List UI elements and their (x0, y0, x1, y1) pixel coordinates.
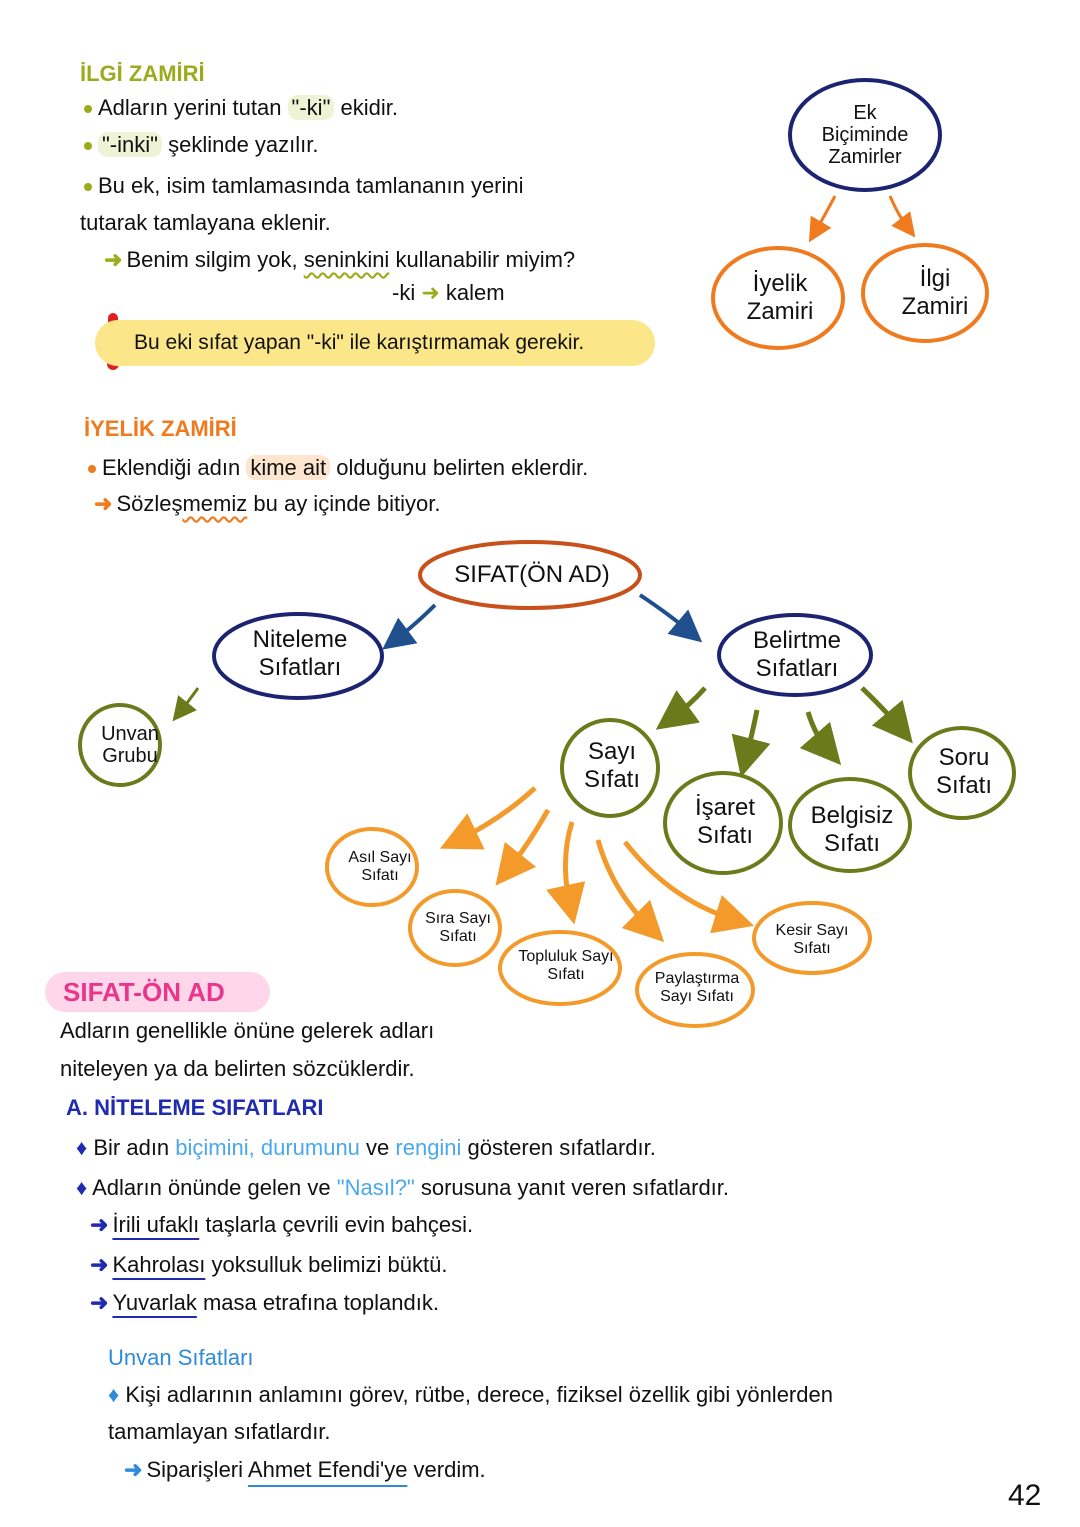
highlight-text: biçimini, durumunu (175, 1135, 360, 1160)
bullet-icon: ♦ (76, 1135, 94, 1160)
sira-label: Sıra Sayı Sıfatı (425, 910, 491, 945)
text: Eklendiği adın (102, 455, 247, 480)
isaret-label: İşaret Sıfatı (694, 794, 756, 849)
sifat-def-line2: niteleyen ya da belirten sözcüklerdir. (60, 1056, 415, 1081)
underlined-word: memiz (182, 491, 248, 516)
sifat-root-label: SIFAT(ÖN AD) (454, 561, 610, 588)
iyelik-example (94, 490, 441, 518)
unvan-bullet (108, 1381, 833, 1409)
text: Adların önünde gelen ve (92, 1175, 337, 1200)
text: Kişi adlarının anlamını görev, rütbe, derece, fiziksel özellik gibi yönlerden (125, 1382, 833, 1407)
text: ekidir. (334, 95, 398, 120)
arrow-right-icon: ➜ (90, 1290, 109, 1315)
ilgi-bullet-2 (84, 131, 318, 159)
bullet-icon: ♦ (76, 1175, 93, 1200)
unvan-heading: Unvan Sıfatları (108, 1345, 254, 1370)
text: bu ay içinde bitiyor. (247, 491, 441, 516)
asil-label: Asıl Sayı Sıfatı (348, 849, 412, 884)
text: verdim. (407, 1457, 486, 1482)
niteleme-bullet-1 (76, 1134, 656, 1162)
niteleme-heading: A. NİTELEME SIFATLARI (66, 1095, 324, 1120)
text: -ki (392, 280, 416, 305)
underlined-word: İrili ufaklı (112, 1212, 200, 1237)
ilgi-bullet-3 (84, 172, 524, 200)
arrow (746, 710, 757, 758)
ilgi-bullet-1 (84, 94, 398, 122)
sifat-def-line1: Adların genellikle önüne gelerek adları (60, 1018, 435, 1043)
arrow (598, 840, 650, 928)
arrow (508, 810, 548, 870)
ek-root-label: Ek Biçiminde Zamirler (821, 102, 909, 168)
niteleme-bullet-2 (76, 1174, 729, 1202)
iyelik-bullet (88, 454, 588, 482)
arrow-right-icon: ➜ (94, 491, 113, 516)
unvan-example (124, 1456, 486, 1484)
page-number: 42 (1008, 1479, 1042, 1512)
niteleme-example-3 (90, 1289, 439, 1317)
iyelik-title: İYELİK ZAMİRİ (84, 416, 237, 441)
unvan-label: Unvan Grubu (101, 723, 159, 767)
bullet-icon (84, 105, 92, 113)
arrow (672, 688, 705, 718)
arrow-right-icon: ➜ (124, 1457, 143, 1482)
arrow (815, 196, 835, 232)
sayi-label: Sayı Sıfatı (583, 738, 641, 793)
ilgi-title: İLGİ ZAMİRİ (80, 61, 205, 86)
belirtme-label: Belirtme Sıfatları (752, 627, 842, 682)
arrow (625, 842, 735, 920)
sifat-title-pill: SIFAT-ÖN AD (45, 972, 270, 1012)
underlined-word: Yuvarlak (112, 1290, 197, 1315)
warning-text: Bu eki sıfat yapan "-ki" ile karıştırmamak gerekir. (134, 331, 585, 354)
arrow-right-icon: ➜ (415, 280, 446, 305)
arrow-right-icon: ➜ (90, 1212, 109, 1237)
bullet-icon (88, 465, 96, 473)
text: şeklinde yazılır. (161, 132, 319, 157)
text: ve (359, 1135, 396, 1160)
text: Siparişleri (146, 1457, 248, 1482)
highlight: "-inki" (98, 132, 162, 157)
niteleme-example-1 (90, 1211, 473, 1239)
arrow (458, 788, 535, 840)
iyelik-label: İyelik Zamiri (746, 270, 814, 325)
ilgi-bullet-3-line2: tutarak tamlayana eklenir. (80, 210, 331, 235)
arrow (890, 196, 908, 228)
ilgi-example-note (392, 279, 505, 307)
kesir-label: Kesir Sayı Sıfatı (775, 922, 849, 957)
text: kalem (445, 280, 505, 305)
niteleme-label: Niteleme Sıfatları (252, 626, 348, 681)
ilgi-label: İlgi Zamiri (901, 265, 969, 320)
text: yoksulluk belimizi büktü. (205, 1252, 448, 1277)
topluluk-label: Topluluk Sayı Sıfatı (518, 948, 614, 983)
underlined-word: Ahmet Efendi'ye (247, 1457, 408, 1482)
text: Bir adın (93, 1135, 176, 1160)
paylastirma-label: Paylaştırma Sayı Sıfatı (654, 970, 740, 1005)
belgisiz-label: Belgisiz Sıfatı (810, 802, 894, 857)
text: olduğunu belirten eklerdir. (330, 455, 589, 480)
arrow (180, 688, 198, 712)
arrow (565, 822, 572, 905)
arrow (395, 605, 435, 640)
highlight-text: "Nasıl?" (336, 1175, 415, 1200)
text: kullanabilir miyim? (389, 247, 576, 272)
ilgi-example (104, 246, 575, 274)
text: Sözleş (116, 491, 183, 516)
bullet-icon (84, 142, 92, 150)
text: taşlarla çevrili evin bahçesi. (199, 1212, 474, 1237)
text: sorusuna yanıt veren sıfatlardır. (414, 1175, 730, 1200)
text: gösteren sıfatlardır. (461, 1135, 656, 1160)
bullet-icon (84, 183, 92, 191)
underlined-word: seninkini (303, 247, 390, 272)
underlined-word: Kahrolası (112, 1252, 206, 1277)
highlight-text: rengini (395, 1135, 462, 1160)
bullet-icon: ♦ (108, 1382, 126, 1407)
arrow-right-icon: ➜ (90, 1252, 109, 1277)
text: Benim silgim yok, (126, 247, 304, 272)
arrow-right-icon: ➜ (104, 247, 123, 272)
arrow (808, 712, 828, 750)
unvan-bullet-line2: tamamlayan sıfatlardır. (108, 1419, 331, 1444)
arrow (640, 595, 690, 632)
arrow (862, 688, 900, 728)
text: Bu ek, isim tamlamasında tamlananın yerini (98, 173, 524, 198)
highlight: "-ki" (288, 95, 335, 120)
soru-label: Soru Sıfatı (935, 744, 993, 799)
text: masa etrafına toplandık. (196, 1290, 439, 1315)
text: Adların yerini tutan (98, 95, 288, 120)
highlight: kime ait (246, 455, 330, 480)
niteleme-example-2 (90, 1251, 448, 1279)
